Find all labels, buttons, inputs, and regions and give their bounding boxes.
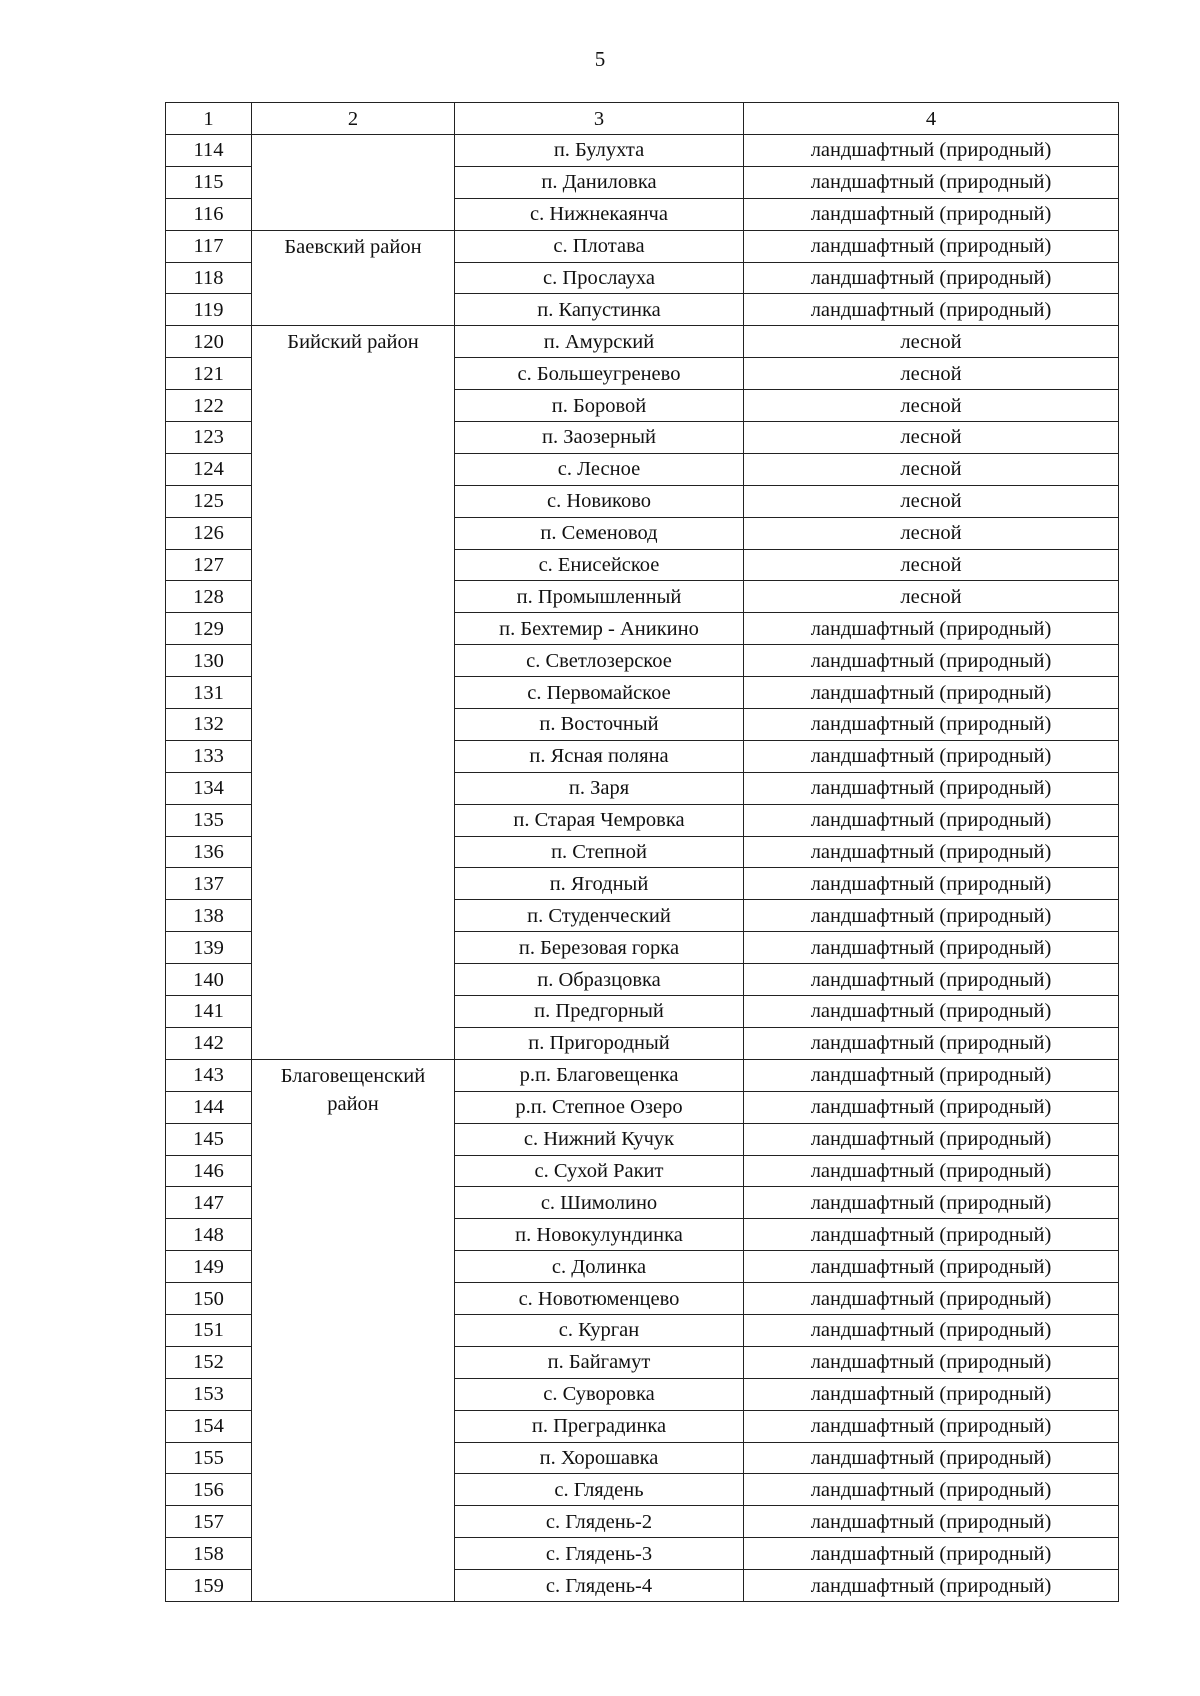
row-number: 149 (166, 1251, 252, 1283)
settlement-name: р.п. Степное Озеро (455, 1091, 744, 1123)
landscape-type: ландшафтный (природный) (744, 677, 1119, 709)
settlement-name: с. Прослауха (455, 262, 744, 294)
district-name: Бийский район (252, 326, 455, 1059)
column-header-district: 2 (252, 103, 455, 135)
row-number: 143 (166, 1059, 252, 1091)
row-number: 114 (166, 135, 252, 167)
landscape-type: ландшафтный (природный) (744, 262, 1119, 294)
landscape-type: ландшафтный (природный) (744, 1410, 1119, 1442)
settlement-name: с. Светлозерское (455, 645, 744, 677)
landscape-type: ландшафтный (природный) (744, 964, 1119, 996)
row-number: 137 (166, 868, 252, 900)
settlement-name: п. Заря (455, 772, 744, 804)
row-number: 136 (166, 836, 252, 868)
row-number: 144 (166, 1091, 252, 1123)
settlement-name: п. Предгорный (455, 996, 744, 1028)
table-row (166, 230, 1119, 262)
header-row (166, 103, 1119, 135)
settlement-name: с. Большеугренево (455, 358, 744, 390)
row-number: 128 (166, 581, 252, 613)
landscape-type: ландшафтный (природный) (744, 1027, 1119, 1059)
landscape-type: ландшафтный (природный) (744, 1570, 1119, 1602)
landscape-type: ландшафтный (природный) (744, 932, 1119, 964)
row-number: 129 (166, 613, 252, 645)
row-number: 117 (166, 230, 252, 262)
landscape-type: лесной (744, 517, 1119, 549)
landscape-type: ландшафтный (природный) (744, 1314, 1119, 1346)
landscape-type: ландшафтный (природный) (744, 166, 1119, 198)
row-number: 115 (166, 166, 252, 198)
row-number: 142 (166, 1027, 252, 1059)
landscape-type: ландшафтный (природный) (744, 1474, 1119, 1506)
landscape-type: ландшафтный (природный) (744, 1538, 1119, 1570)
row-number: 121 (166, 358, 252, 390)
settlement-name: с. Новотюменцево (455, 1283, 744, 1315)
landscape-type: ландшафтный (природный) (744, 1187, 1119, 1219)
landscape-type: ландшафтный (природный) (744, 709, 1119, 741)
settlements-table (165, 102, 1119, 1602)
landscape-type: лесной (744, 390, 1119, 422)
row-number: 132 (166, 709, 252, 741)
landscape-type: ландшафтный (природный) (744, 1283, 1119, 1315)
row-number: 158 (166, 1538, 252, 1570)
settlement-name: п. Хорошавка (455, 1442, 744, 1474)
settlement-name: п. Капустинка (455, 294, 744, 326)
page-number: 5 (594, 47, 606, 71)
district-name: Благовещенский район (252, 1059, 455, 1601)
column-header-type: 4 (744, 103, 1119, 135)
landscape-type: ландшафтный (природный) (744, 230, 1119, 262)
settlement-name: п. Даниловка (455, 166, 744, 198)
settlement-name: п. Образцовка (455, 964, 744, 996)
row-number: 135 (166, 804, 252, 836)
row-number: 150 (166, 1283, 252, 1315)
settlement-name: с. Нижнекаянча (455, 198, 744, 230)
landscape-type: ландшафтный (природный) (744, 836, 1119, 868)
district-name: Баевский район (252, 230, 455, 326)
settlement-name: п. Боровой (455, 390, 744, 422)
landscape-type: ландшафтный (природный) (744, 1506, 1119, 1538)
landscape-type: лесной (744, 422, 1119, 454)
landscape-type: ландшафтный (природный) (744, 613, 1119, 645)
landscape-type: ландшафтный (природный) (744, 1219, 1119, 1251)
landscape-type: ландшафтный (природный) (744, 1155, 1119, 1187)
settlement-name: с. Шимолино (455, 1187, 744, 1219)
landscape-type: ландшафтный (природный) (744, 868, 1119, 900)
landscape-type: ландшафтный (природный) (744, 804, 1119, 836)
settlement-name: п. Березовая горка (455, 932, 744, 964)
settlement-name: с. Первомайское (455, 677, 744, 709)
settlement-name: с. Плотава (455, 230, 744, 262)
row-number: 116 (166, 198, 252, 230)
landscape-type: лесной (744, 485, 1119, 517)
row-number: 156 (166, 1474, 252, 1506)
row-number: 131 (166, 677, 252, 709)
row-number: 133 (166, 740, 252, 772)
landscape-type: ландшафтный (природный) (744, 740, 1119, 772)
landscape-type: лесной (744, 549, 1119, 581)
landscape-type: лесной (744, 326, 1119, 358)
settlement-name: с. Долинка (455, 1251, 744, 1283)
landscape-type: ландшафтный (природный) (744, 1442, 1119, 1474)
column-header-settlement: 3 (455, 103, 744, 135)
settlement-name: с. Новиково (455, 485, 744, 517)
settlement-name: с. Сухой Ракит (455, 1155, 744, 1187)
landscape-type: ландшафтный (природный) (744, 1091, 1119, 1123)
landscape-type: ландшафтный (природный) (744, 1059, 1119, 1091)
row-number: 123 (166, 422, 252, 454)
landscape-type: ландшафтный (природный) (744, 135, 1119, 167)
settlement-name: п. Пригородный (455, 1027, 744, 1059)
landscape-type: лесной (744, 453, 1119, 485)
settlement-name: с. Глядень-3 (455, 1538, 744, 1570)
row-number: 130 (166, 645, 252, 677)
row-number: 124 (166, 453, 252, 485)
row-number: 125 (166, 485, 252, 517)
settlement-name: с. Суворовка (455, 1378, 744, 1410)
landscape-type: ландшафтный (природный) (744, 1251, 1119, 1283)
landscape-type: ландшафтный (природный) (744, 996, 1119, 1028)
row-number: 118 (166, 262, 252, 294)
district-name (252, 135, 455, 231)
row-number: 119 (166, 294, 252, 326)
landscape-type: ландшафтный (природный) (744, 645, 1119, 677)
settlement-name: с. Глядень-2 (455, 1506, 744, 1538)
landscape-type: ландшафтный (природный) (744, 900, 1119, 932)
landscape-type: ландшафтный (природный) (744, 1123, 1119, 1155)
row-number: 122 (166, 390, 252, 422)
landscape-type: ландшафтный (природный) (744, 1346, 1119, 1378)
row-number: 153 (166, 1378, 252, 1410)
row-number: 151 (166, 1314, 252, 1346)
settlement-name: п. Восточный (455, 709, 744, 741)
settlement-name: с. Курган (455, 1314, 744, 1346)
landscape-type: ландшафтный (природный) (744, 1378, 1119, 1410)
settlement-name: п. Заозерный (455, 422, 744, 454)
table-body (166, 135, 1119, 1602)
landscape-type: ландшафтный (природный) (744, 294, 1119, 326)
settlement-name: п. Ясная поляна (455, 740, 744, 772)
settlement-name: п. Булухта (455, 135, 744, 167)
row-number: 155 (166, 1442, 252, 1474)
row-number: 152 (166, 1346, 252, 1378)
settlement-name: п. Старая Чемровка (455, 804, 744, 836)
settlement-name: п. Студенческий (455, 900, 744, 932)
row-number: 140 (166, 964, 252, 996)
settlement-name: п. Амурский (455, 326, 744, 358)
settlement-name: с. Глядень-4 (455, 1570, 744, 1602)
landscape-type: ландшафтный (природный) (744, 772, 1119, 804)
row-number: 134 (166, 772, 252, 804)
landscape-type: ландшафтный (природный) (744, 198, 1119, 230)
table-header (166, 103, 1119, 135)
settlement-name: с. Глядень (455, 1474, 744, 1506)
row-number: 154 (166, 1410, 252, 1442)
settlement-name: с. Нижний Кучук (455, 1123, 744, 1155)
row-number: 145 (166, 1123, 252, 1155)
row-number: 138 (166, 900, 252, 932)
settlement-name: п. Промышленный (455, 581, 744, 613)
settlement-name: п. Семеновод (455, 517, 744, 549)
row-number: 147 (166, 1187, 252, 1219)
settlement-name: п. Байгамут (455, 1346, 744, 1378)
row-number: 139 (166, 932, 252, 964)
table-row (166, 135, 1119, 167)
column-header-number: 1 (166, 103, 252, 135)
settlement-name: п. Степной (455, 836, 744, 868)
settlement-name: п. Новокулундинка (455, 1219, 744, 1251)
settlement-name: п. Преградинка (455, 1410, 744, 1442)
landscape-type: лесной (744, 358, 1119, 390)
landscape-type: лесной (744, 581, 1119, 613)
settlement-name: р.п. Благовещенка (455, 1059, 744, 1091)
settlement-name: с. Енисейское (455, 549, 744, 581)
row-number: 157 (166, 1506, 252, 1538)
row-number: 141 (166, 996, 252, 1028)
row-number: 127 (166, 549, 252, 581)
row-number: 126 (166, 517, 252, 549)
row-number: 159 (166, 1570, 252, 1602)
row-number: 120 (166, 326, 252, 358)
settlement-name: с. Лесное (455, 453, 744, 485)
table-row (166, 326, 1119, 358)
settlement-name: п. Ягодный (455, 868, 744, 900)
row-number: 146 (166, 1155, 252, 1187)
table-row (166, 1059, 1119, 1091)
settlement-name: п. Бехтемир - Аникино (455, 613, 744, 645)
row-number: 148 (166, 1219, 252, 1251)
